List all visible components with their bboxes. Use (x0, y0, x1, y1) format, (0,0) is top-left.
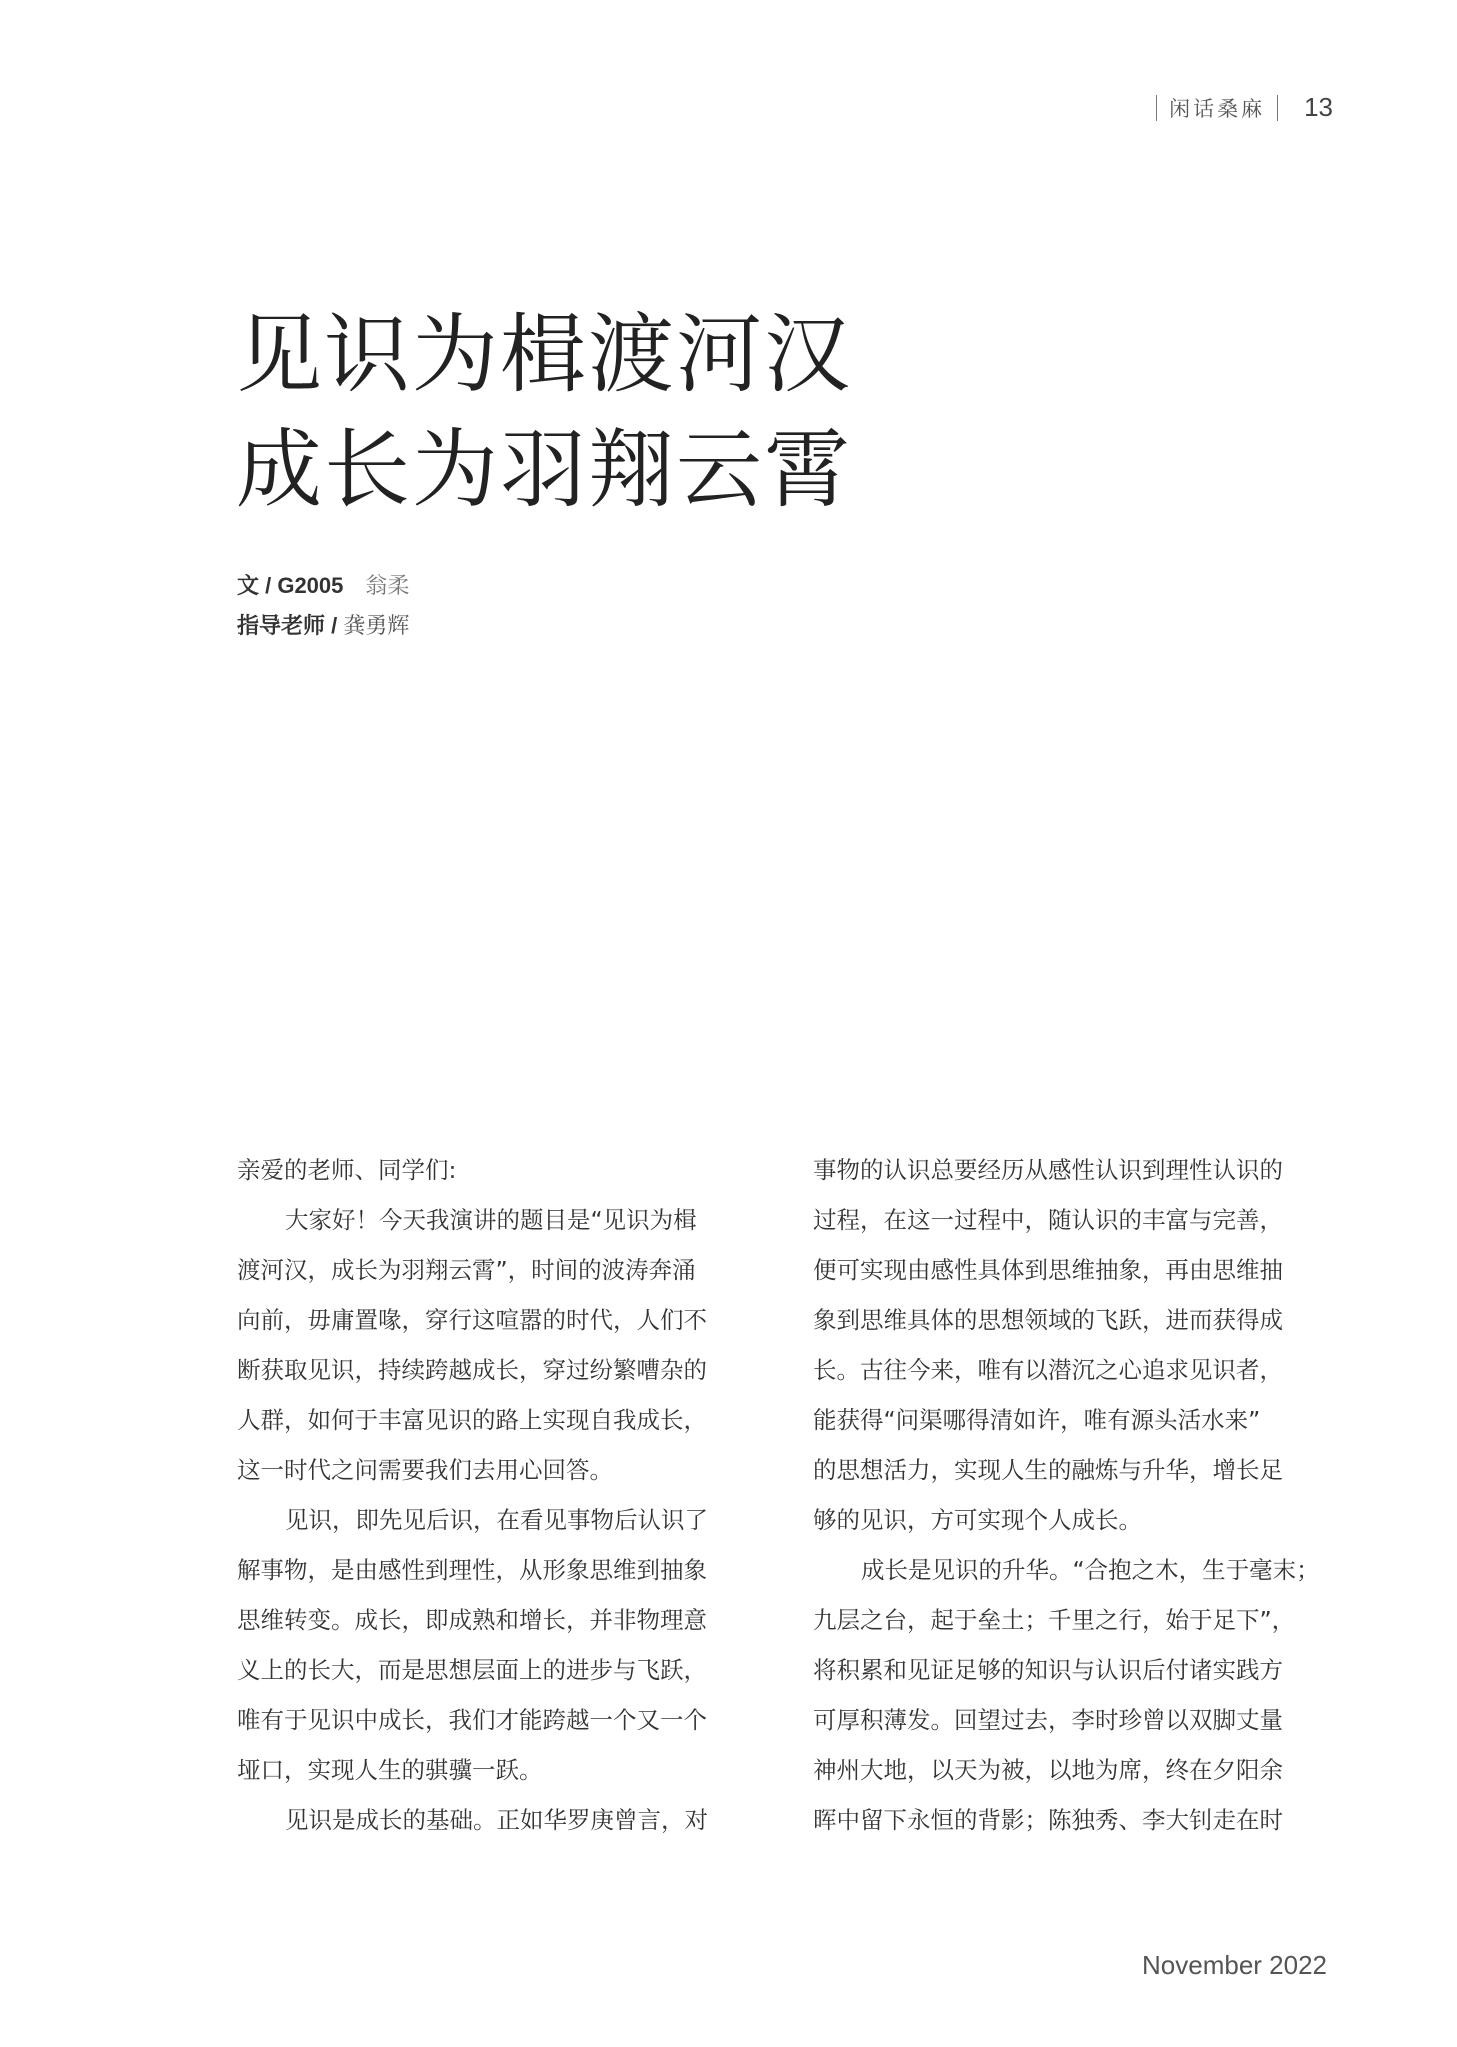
body-line: 九层之台，起于垒土；千里之行，始于足下”， (813, 1606, 1296, 1634)
author-line (237, 566, 409, 606)
body-line: 解事物，是由感性到理性，从形象思维到抽象 (237, 1556, 707, 1584)
author-name: 翁柔 (365, 573, 410, 598)
body-line: 人群，如何于丰富见识的路上实现自我成长， (237, 1406, 707, 1434)
header-divider (1277, 95, 1278, 121)
article-title (236, 298, 852, 528)
body-line: 思维转变。成长，即成熟和增长，并非物理意 (237, 1606, 707, 1634)
body-line: 过程，在这一过程中，随认识的丰富与完善， (813, 1206, 1283, 1234)
body-line: 可厚积薄发。回望过去，李时珍曾以双脚丈量 (813, 1706, 1283, 1734)
body-line: 长。古往今来，唯有以潜沉之心追求见识者， (813, 1356, 1283, 1384)
body-line: 这一时代之问需要我们去用心回答。 (237, 1456, 613, 1484)
page-number: 13 (1304, 92, 1333, 122)
body-line: 便可实现由感性具体到思维抽象，再由思维抽 (813, 1256, 1283, 1284)
advisor-label: 指导老师 / (237, 613, 338, 638)
body-line: 向前，毋庸置喙，穿行这喧嚣的时代，人们不 (237, 1306, 707, 1334)
title-line-1: 见识为楫渡河汉 (236, 305, 852, 405)
body-line: 渡河汉，成长为羽翔云霄”，时间的波涛奔涌 (237, 1256, 696, 1284)
section-name: 闲话桑麻 (1169, 96, 1266, 121)
body-line: 够的见识，方可实现个人成长。 (813, 1506, 1142, 1534)
body-line: 晖中留下永恒的背影；陈独秀、李大钊走在时 (813, 1806, 1283, 1834)
advisor-line (237, 606, 409, 646)
body-line: 见识，即先见后识，在看见事物后认识了 (285, 1506, 708, 1534)
title-line-2: 成长为羽翔云霄 (236, 420, 852, 520)
body-line: 亲爱的老师、同学们: (237, 1156, 457, 1184)
body-line: 垭口，实现人生的骐骥一跃。 (237, 1756, 543, 1784)
body-line: 见识是成长的基础。正如华罗庚曾言，对 (285, 1806, 708, 1834)
body-column-right (813, 1145, 1325, 1845)
byline (237, 566, 409, 646)
advisor-name: 龚勇辉 (337, 613, 410, 638)
body-line: 成长是见识的升华。“合抱之木，生于毫末； (861, 1556, 1320, 1584)
body-line: 将积累和见证足够的知识与认识后付诸实践方 (813, 1656, 1283, 1684)
author-label: 文 / G2005 (237, 573, 344, 598)
body-line: 事物的认识总要经历从感性认识到理性认识的 (813, 1156, 1283, 1184)
issue-date: November 2022 (1142, 1950, 1327, 1980)
body-column-left (237, 1145, 749, 1845)
body-line: 神州大地，以天为被，以地为席，终在夕阳余 (813, 1756, 1283, 1784)
body-line: 断获取见识，持续跨越成长，穿过纷繁嘈杂的 (237, 1356, 707, 1384)
body-line: 大家好！今天我演讲的题目是“见识为楫 (285, 1206, 697, 1234)
body-line: 象到思维具体的思想领域的飞跃，进而获得成 (813, 1306, 1283, 1334)
body-line: 义上的长大，而是思想层面上的进步与飞跃， (237, 1656, 707, 1684)
running-header (1156, 92, 1333, 123)
body-line: 的思想活力，实现人生的融炼与升华，增长足 (813, 1456, 1283, 1484)
body-line: 唯有于见识中成长，我们才能跨越一个又一个 (237, 1706, 707, 1734)
body-line: 能获得“问渠哪得清如许，唯有源头活水来” (813, 1406, 1261, 1434)
